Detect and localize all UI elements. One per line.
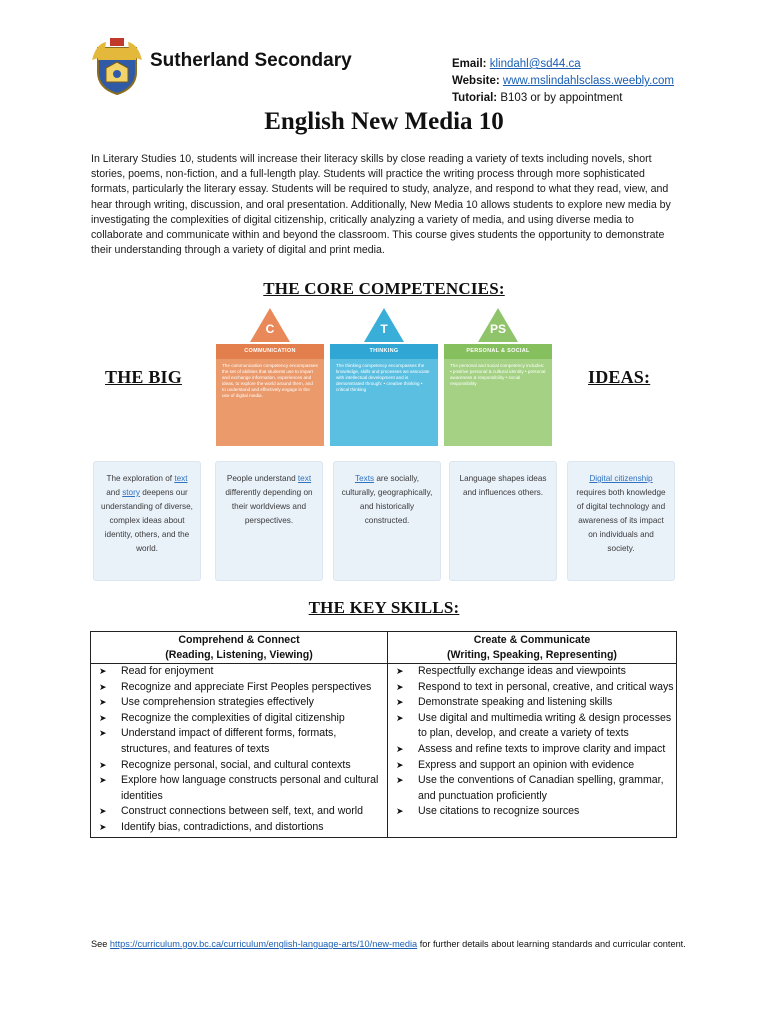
competency-name: PERSONAL & SOCIAL	[444, 344, 552, 359]
skill-list-item	[95, 804, 385, 820]
arrow-bullet-icon: ➤	[396, 666, 404, 676]
arrow-bullet-icon: ➤	[396, 697, 404, 708]
skill-text: Express and support an opinion with evidence	[418, 758, 635, 771]
comprehend-skills-list	[91, 664, 387, 837]
competency-box	[216, 344, 324, 446]
website-link[interactable]: www.mslindahlsclass.weebly.com	[502, 75, 674, 87]
arrow-bullet-icon: ➤	[99, 806, 107, 817]
competency-name: THINKING	[330, 344, 438, 359]
arrow-bullet-icon: ➤	[99, 728, 107, 739]
big-idea-text: and	[106, 488, 123, 497]
tutorial-value: B103 or by appointment	[500, 92, 623, 104]
big-idea-card	[215, 461, 323, 581]
text-link[interactable]: text	[297, 474, 312, 483]
big-idea-card	[567, 461, 675, 581]
column-subtitle: (Writing, Speaking, Representing)	[447, 649, 617, 661]
footer-text: See	[91, 939, 110, 949]
big-idea-card	[449, 461, 557, 581]
create-skills-list	[388, 664, 676, 821]
table-header-row	[91, 632, 677, 664]
skill-list-item	[95, 695, 385, 711]
skill-text: Respond to text in personal, creative, and critical ways	[418, 680, 674, 693]
skill-text: Assess and refine texts to improve clarity and impact	[418, 742, 666, 755]
competency-personal-social	[444, 308, 552, 446]
skill-text: Recognize personal, social, and cultural contexts	[121, 758, 351, 771]
school-crest-icon	[92, 38, 142, 96]
table-row	[91, 664, 677, 838]
skill-list-item	[392, 773, 674, 804]
skill-text: Recognize the complexities of digital citizenship	[121, 711, 345, 724]
skill-list-item	[95, 680, 385, 696]
skill-list-item	[95, 773, 385, 804]
competency-letter: C	[265, 322, 275, 336]
skill-list-item	[392, 695, 674, 711]
core-competencies-heading: THE CORE COMPETENCIES:	[263, 279, 505, 298]
website-row	[452, 73, 674, 90]
competency-letter: PS	[489, 322, 506, 336]
skill-list-item	[392, 664, 674, 680]
text-link[interactable]: text	[174, 474, 188, 483]
competency-box	[444, 344, 552, 446]
school-name: Sutherland Secondary	[150, 50, 352, 71]
skill-text: Read for enjoyment	[121, 665, 214, 677]
arrow-bullet-icon: ➤	[99, 666, 107, 676]
skill-text: Respectfully exchange ideas and viewpoints	[418, 665, 626, 677]
footer-note	[91, 937, 691, 953]
skill-text: Use the conventions of Canadian spelling, grammar, and punctuation proficiently	[418, 774, 664, 802]
competency-communication	[216, 308, 324, 446]
column-subtitle: (Reading, Listening, Viewing)	[165, 649, 313, 661]
big-idea-text: The exploration of	[106, 474, 175, 483]
email-link[interactable]: klindahl@sd44.ca	[489, 58, 581, 70]
story-link[interactable]: story	[122, 488, 140, 497]
skill-text: Recognize and appreciate First Peoples perspectives	[121, 680, 372, 693]
skill-text: Use comprehension strategies effectively	[121, 696, 314, 709]
skill-text: Use digital and multimedia writing & design processes to plan, develop, and create a variety of texts	[418, 711, 672, 740]
arrow-bullet-icon: ➤	[99, 821, 107, 832]
big-idea-text: requires both knowledge of digital technology and awareness of its impact on individuals and society.	[576, 488, 666, 553]
skill-list-item	[392, 804, 674, 820]
course-intro: In Literary Studies 10, students will increase their literacy skills by close reading a variety of texts including novels, short stories, poems, non-fiction, and a full-length play. Students will practice the writing process through more sophisticated formats, particularly the literary essay. Students will be required to study, analyze, and respond to what they read, view, and hear through writing, discussion, and oral presentation. Additionally, New Media 10 allows students to explore new media by investigating the complexities of digital citizenship, critically analyzing a variety of media, and using diverse media to collaborate and communicate within and beyond the classroom. This course gives students the opportunity to demonstrate their understanding through a variety of digital and print media.	[91, 153, 671, 257]
skill-list-item	[95, 664, 385, 680]
skill-list-item	[95, 820, 385, 836]
arrow-bullet-icon: ➤	[396, 759, 404, 770]
arrow-bullet-icon: ➤	[396, 743, 404, 754]
texts-link[interactable]: Texts	[354, 474, 375, 483]
big-idea-text: Language shapes ideas and influences others.	[459, 474, 547, 497]
comprehend-skills-cell	[91, 664, 388, 838]
tutorial-row	[452, 90, 674, 107]
big-idea-text: are socially, culturally, geographically, and historically constructed.	[341, 474, 433, 525]
arrow-bullet-icon: ➤	[396, 712, 404, 723]
skill-list-item	[392, 711, 674, 742]
key-skills-heading: THE KEY SKILLS:	[308, 598, 460, 617]
big-ideas-heading-left: THE BIG	[105, 367, 182, 387]
arrow-bullet-icon: ➤	[99, 759, 107, 770]
column-header-create	[388, 632, 677, 664]
big-idea-text: differently depending on their worldviews and perspectives.	[225, 488, 313, 525]
skill-text: Use citations to recognize sources	[418, 805, 580, 818]
competency-description: The thinking competency encompasses the knowledge, skills and processes we associate with intellectual development and is demonstrated through: • creative thinking • critical thinking	[336, 363, 430, 393]
arrow-bullet-icon: ➤	[396, 775, 404, 786]
page-title: English New Media 10	[264, 108, 504, 135]
competency-box	[330, 344, 438, 446]
arrow-bullet-icon: ➤	[99, 712, 107, 723]
arrow-bullet-icon: ➤	[396, 806, 404, 817]
competency-name: COMMUNICATION	[216, 344, 324, 359]
column-header-comprehend	[91, 632, 388, 664]
skill-list-item	[392, 680, 674, 696]
competency-thinking	[330, 308, 438, 446]
column-title: Comprehend & Connect	[178, 634, 300, 646]
arrow-bullet-icon: ➤	[99, 681, 107, 692]
email-label: Email:	[452, 58, 487, 70]
skill-text: Demonstrate speaking and listening skills	[418, 696, 613, 709]
arrow-bullet-icon: ➤	[396, 681, 404, 692]
big-ideas-heading-right: IDEAS:	[588, 367, 651, 387]
skill-text: Understand impact of different forms, formats, structures, and features of texts	[121, 727, 337, 755]
curriculum-link[interactable]: https://curriculum.gov.bc.ca/curriculum/english-language-arts/10/new-media	[109, 939, 418, 949]
competency-letter: T	[380, 322, 388, 336]
big-idea-card	[333, 461, 441, 581]
skill-text: Construct connections between self, text, and world	[121, 805, 364, 818]
footer-text: for further details about learning standards and curricular content.	[417, 939, 686, 949]
competency-description: The personal and social competency includes: • positive personal & cultural identity • personal awareness & responsibility • social responsibility	[450, 363, 546, 387]
website-label: Website:	[452, 75, 500, 87]
skill-list-item	[392, 758, 674, 774]
email-row	[452, 56, 674, 73]
skill-text: Explore how language constructs personal and cultural identities	[121, 774, 379, 802]
digital-citizenship-link[interactable]: Digital citizenship	[589, 474, 653, 483]
competency-description: The communication competency encompasses the set of abilities that students use to impart and exchange information, experiences and ideas, to explore the world around them, and to understand and effectively engage in the use of digital media.	[222, 363, 318, 399]
big-idea-text: deepens our understanding of diverse, complex ideas about identity, others, and the world.	[101, 488, 193, 553]
arrow-bullet-icon: ➤	[99, 697, 107, 708]
create-skills-cell	[388, 664, 677, 838]
skill-list-item	[392, 742, 674, 758]
contact-info	[452, 56, 674, 107]
arrow-bullet-icon: ➤	[99, 775, 107, 786]
skill-list-item	[95, 758, 385, 774]
skill-text: Identify bias, contradictions, and distortions	[121, 820, 324, 833]
key-skills-table	[90, 631, 677, 838]
tutorial-label: Tutorial:	[452, 92, 498, 104]
skill-list-item	[95, 726, 385, 757]
big-idea-text: People understand	[226, 474, 298, 483]
skill-list-item	[95, 711, 385, 727]
big-idea-card	[93, 461, 201, 581]
column-title: Create & Communicate	[473, 634, 591, 646]
